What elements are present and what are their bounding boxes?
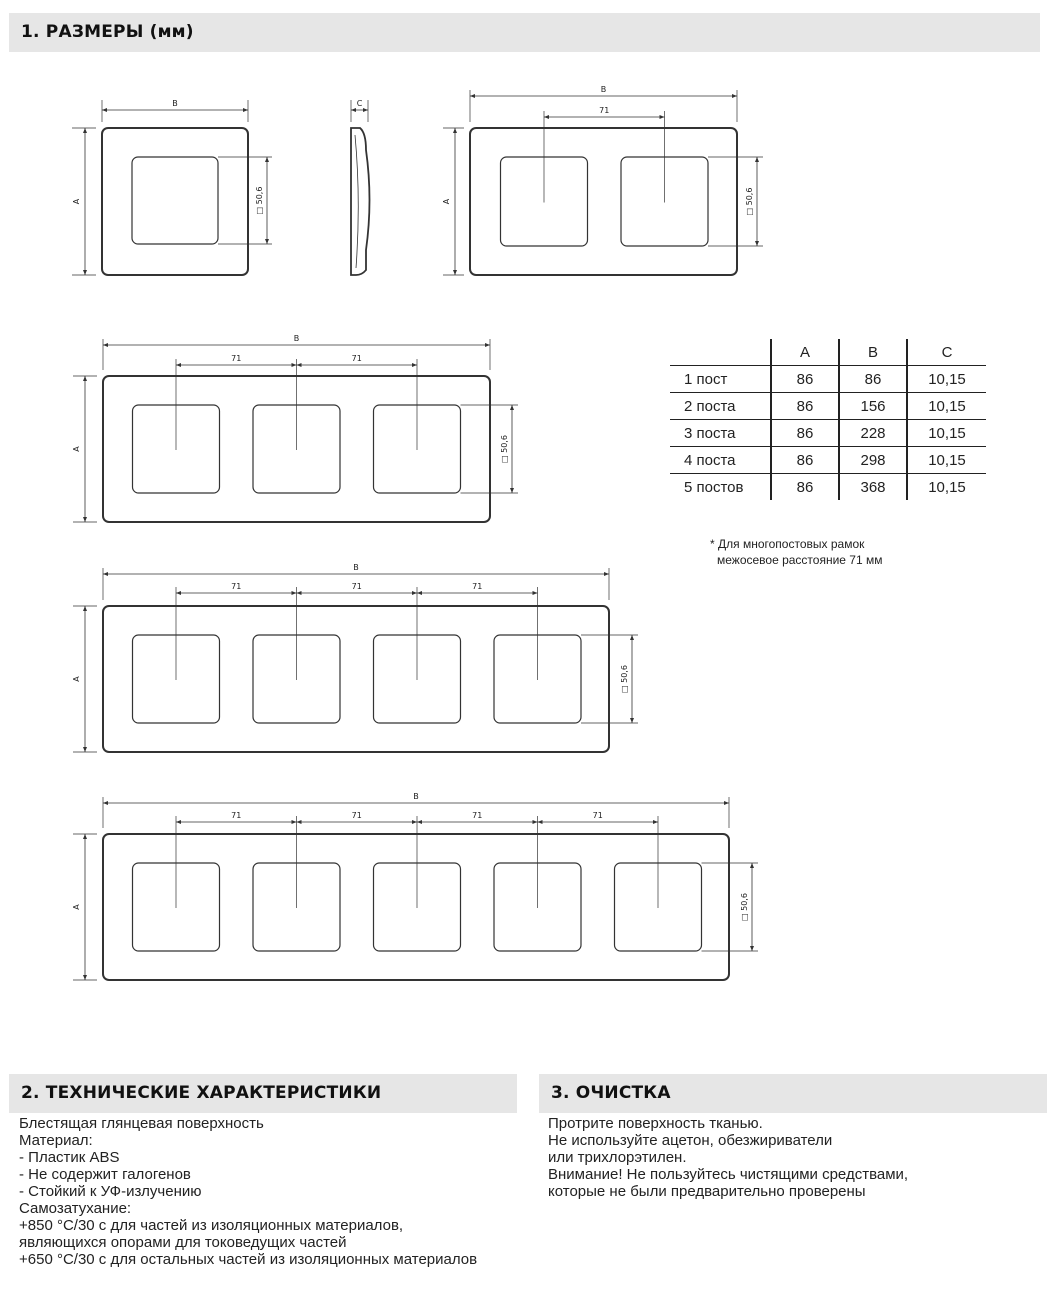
cleaning-line: Внимание! Не пользуйтесь чистящими средствами, xyxy=(548,1166,909,1183)
pitch-label: 71 xyxy=(472,582,483,591)
specs-line: +650 °C/30 с для остальных частей из изоляционных материалов xyxy=(19,1251,478,1268)
specs-section-header xyxy=(9,1074,517,1113)
dimension-arrow xyxy=(83,128,87,133)
dimension-arrow xyxy=(412,820,417,824)
width-label: B xyxy=(600,85,607,94)
specs-text xyxy=(19,1115,477,1268)
table-cell: 10,15 xyxy=(907,420,986,447)
height-label: A xyxy=(72,676,81,682)
table-cell: 86 xyxy=(771,420,839,447)
table-footnote xyxy=(710,536,883,568)
width-label: B xyxy=(172,99,178,108)
dimension-arrow xyxy=(510,488,514,493)
table-row xyxy=(670,420,986,447)
dimension-arrow xyxy=(533,591,538,595)
height-label: A xyxy=(72,904,81,910)
frame-outline xyxy=(103,834,729,980)
table-cell: 86 xyxy=(771,366,839,393)
table-cell: 10,15 xyxy=(907,366,986,393)
table-cell: 86 xyxy=(771,447,839,474)
width-label: B xyxy=(413,792,419,801)
dimension-arrow xyxy=(265,157,269,162)
width-label: B xyxy=(353,563,359,572)
dimension-arrow xyxy=(83,517,87,522)
specs-line: - Не содержит галогенов xyxy=(19,1166,191,1183)
table-cell: 10,15 xyxy=(907,393,986,420)
table-cell: 1 пост xyxy=(670,366,771,393)
pitch-label: 71 xyxy=(351,354,362,363)
specs-title: 2. ТЕХНИЧЕСКИЕ ХАРАКТЕРИСТИКИ xyxy=(21,1083,382,1103)
dimension-arrow xyxy=(660,115,665,119)
table-cell: 4 поста xyxy=(670,447,771,474)
table-row xyxy=(670,366,986,393)
table-cell: 228 xyxy=(839,420,907,447)
depth-label: C xyxy=(356,99,363,108)
opening-label: □ 50,6 xyxy=(745,187,754,216)
pitch-label: 71 xyxy=(592,811,603,820)
dimension-arrow xyxy=(292,820,297,824)
specs-line: +850 °C/30 с для частей из изоляционных материалов, xyxy=(19,1217,404,1234)
height-label: A xyxy=(442,198,451,205)
dimension-arrow xyxy=(470,94,475,98)
pitch-label: 71 xyxy=(231,354,242,363)
pitch-label: 71 xyxy=(351,811,362,820)
table-row xyxy=(670,474,986,501)
dimension-arrow xyxy=(103,572,108,576)
dimension-arrow xyxy=(176,820,181,824)
dimension-arrow xyxy=(176,591,181,595)
dimension-arrow xyxy=(417,591,422,595)
height-label: A xyxy=(72,198,81,205)
dimension-arrow xyxy=(297,591,302,595)
specs-line: Блестящая глянцевая поверхность xyxy=(19,1115,264,1132)
dimension-arrow xyxy=(755,157,759,162)
cleaning-line: Протрите поверхность тканью. xyxy=(548,1115,763,1132)
pitch-label: 71 xyxy=(231,582,242,591)
frame-outline xyxy=(470,128,737,275)
dimension-arrow xyxy=(510,405,514,410)
dimension-arrow xyxy=(724,801,729,805)
table-cell: 368 xyxy=(839,474,907,501)
footnote-line: межосевое расстояние 71 мм xyxy=(717,553,883,567)
table-cell: 3 поста xyxy=(670,420,771,447)
dimensions-table xyxy=(670,339,986,500)
table-header-row xyxy=(670,339,986,366)
dimension-arrow xyxy=(412,363,417,367)
dimension-arrow xyxy=(750,863,754,868)
dimension-arrow xyxy=(453,270,457,275)
dimension-arrow xyxy=(83,376,87,381)
opening-label: □ 50,6 xyxy=(255,186,264,215)
specs-line: являющихся опорами для токоведущих частей xyxy=(19,1234,347,1251)
specs-line: - Пластик ABS xyxy=(19,1149,120,1166)
dimension-arrow xyxy=(265,239,269,244)
pitch-label: 71 xyxy=(231,811,242,820)
cleaning-line: которые не были предварительно проверены xyxy=(548,1183,866,1200)
table-header xyxy=(670,339,771,366)
frame-side-profile xyxy=(351,128,370,275)
dimension-arrow xyxy=(453,128,457,133)
dimension-arrow xyxy=(83,834,87,839)
dimension-arrow xyxy=(630,718,634,723)
dimension-arrow xyxy=(351,108,356,112)
dimension-arrow xyxy=(102,108,107,112)
table-row xyxy=(670,393,986,420)
cleaning-title: 3. ОЧИСТКА xyxy=(551,1083,671,1103)
table-cell: 10,15 xyxy=(907,474,986,501)
frame-opening xyxy=(132,157,218,244)
table-row xyxy=(670,447,986,474)
cleaning-text xyxy=(548,1115,908,1200)
specs-line: Самозатухание: xyxy=(19,1200,132,1217)
dimension-arrow xyxy=(103,801,108,805)
dimension-arrow xyxy=(83,747,87,752)
pitch-label: 71 xyxy=(472,811,483,820)
pitch-label: 71 xyxy=(351,582,362,591)
opening-label: □ 50,6 xyxy=(500,435,509,463)
table-cell: 156 xyxy=(839,393,907,420)
specs-line: - Стойкий к УФ-излучению xyxy=(19,1183,202,1200)
dimension-arrow xyxy=(83,270,87,275)
dimension-arrow xyxy=(544,115,549,119)
dimension-arrow xyxy=(653,820,658,824)
dimension-arrow xyxy=(533,820,538,824)
dimension-arrow xyxy=(417,820,422,824)
dimension-arrow xyxy=(243,108,248,112)
dimension-arrow xyxy=(485,343,490,347)
frame-outline xyxy=(102,128,248,275)
dimension-arrow xyxy=(103,343,108,347)
footnote-line: * Для многопостовых рамок xyxy=(710,537,865,551)
dimension-arrow xyxy=(176,363,181,367)
table-cell: 86 xyxy=(771,393,839,420)
table-cell: 86 xyxy=(839,366,907,393)
table-header: C xyxy=(907,339,986,366)
pitch-label: 71 xyxy=(599,106,610,115)
dimension-arrow xyxy=(297,363,302,367)
opening-label: □ 50,6 xyxy=(740,893,749,921)
table-cell: 10,15 xyxy=(907,447,986,474)
dimension-arrow xyxy=(83,606,87,611)
table-header: B xyxy=(839,339,907,366)
cleaning-line: Не используйте ацетон, обезжириватели xyxy=(548,1132,833,1149)
dimension-arrow xyxy=(363,108,368,112)
dimension-arrow xyxy=(538,820,543,824)
dimension-arrow xyxy=(297,820,302,824)
height-label: A xyxy=(72,446,81,452)
dimension-arrow xyxy=(83,975,87,980)
width-label: B xyxy=(293,334,300,343)
dimension-arrow xyxy=(292,591,297,595)
dimension-arrow xyxy=(292,363,297,367)
dimension-arrow xyxy=(604,572,609,576)
dimension-arrow xyxy=(732,94,737,98)
table-header: A xyxy=(771,339,839,366)
dimension-arrow xyxy=(630,635,634,640)
profile-detail xyxy=(355,135,358,268)
table-cell: 5 постов xyxy=(670,474,771,501)
cleaning-line: или трихлорэтилен. xyxy=(548,1149,687,1166)
table-cell: 86 xyxy=(771,474,839,501)
specs-line: Материал: xyxy=(19,1132,93,1149)
dimensions-title: 1. РАЗМЕРЫ (мм) xyxy=(21,22,194,42)
dimension-arrow xyxy=(750,946,754,951)
table-cell: 2 поста xyxy=(670,393,771,420)
opening-label: □ 50,6 xyxy=(620,665,629,693)
cleaning-section-header xyxy=(539,1074,1047,1113)
table-cell: 298 xyxy=(839,447,907,474)
frame-outline xyxy=(103,606,609,752)
dimension-arrow xyxy=(412,591,417,595)
dimension-arrow xyxy=(755,241,759,246)
